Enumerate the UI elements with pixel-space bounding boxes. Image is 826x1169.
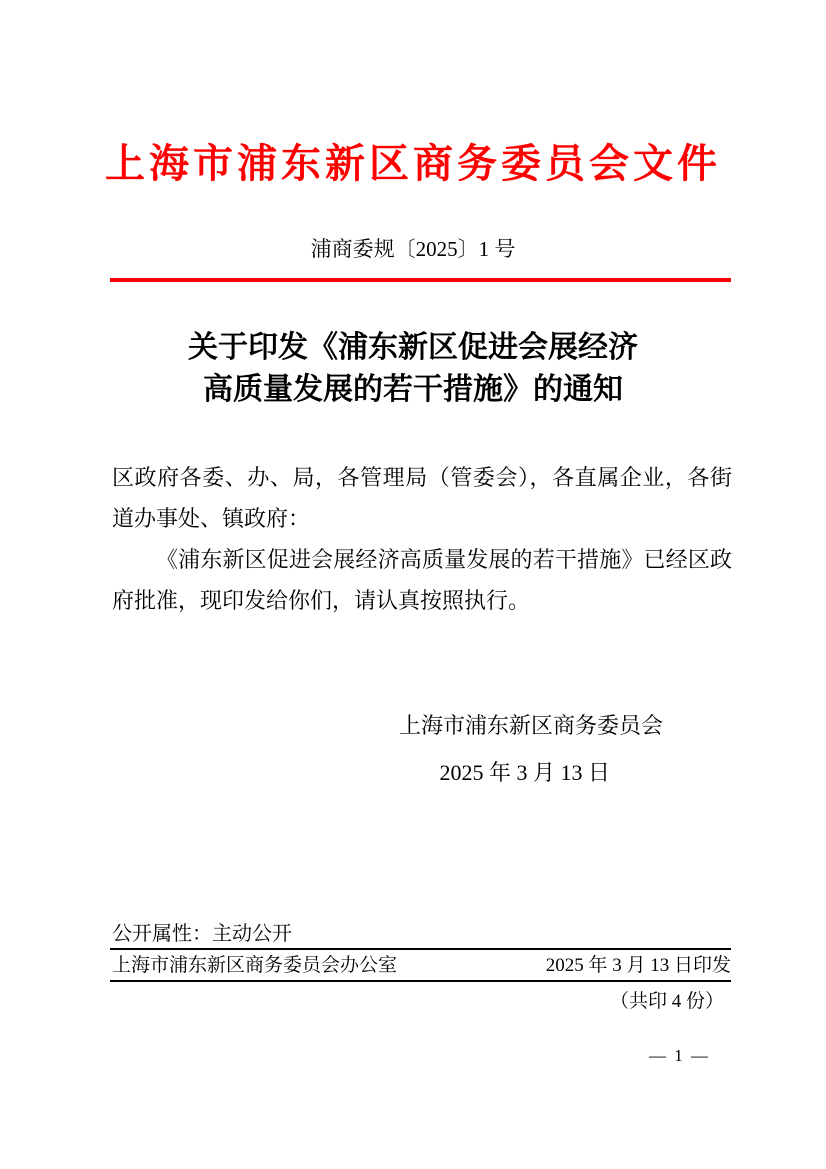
page-number: — 1 —: [649, 1046, 710, 1065]
letterhead-org-title: 上海市浦东新区商务委员会文件: [105, 141, 721, 186]
document-title: [0, 327, 826, 411]
footer-issue-row: [112, 953, 731, 979]
body-paragraph: 《浦东新区促进会展经济高质量发展的若干措施》已经区政府批准，现印发给你们，请认真按照执行。: [112, 547, 732, 613]
signature-date: 2025 年 3 月 13 日: [439, 760, 610, 785]
red-separator-rule: [110, 278, 731, 282]
document-title-line-2: 高质量发展的若干措施》的通知: [203, 373, 623, 406]
footer-print-date: 2025 年 3 月 13 日印发: [545, 955, 731, 976]
footer-disclosure-attribute: 公开属性：主动公开: [112, 923, 292, 945]
body-salutation: 区政府各委、办、局，各管理局（管委会），各直属企业，各街道办事处、镇政府：: [112, 465, 732, 531]
footer-issuing-office: 上海市浦东新区商务委员会办公室: [112, 955, 398, 976]
footer-copies-note: （共印 4 份）: [609, 991, 724, 1012]
signature-organization: 上海市浦东新区商务委员会: [398, 713, 663, 738]
document-number: 浦商委规〔2025〕1 号: [310, 237, 516, 261]
document-body: [112, 457, 732, 621]
document-title-line-1: 关于印发《浦东新区促进会展经济: [188, 331, 638, 364]
footer-divider-bottom: [110, 980, 731, 982]
footer-divider-top: [110, 948, 731, 950]
